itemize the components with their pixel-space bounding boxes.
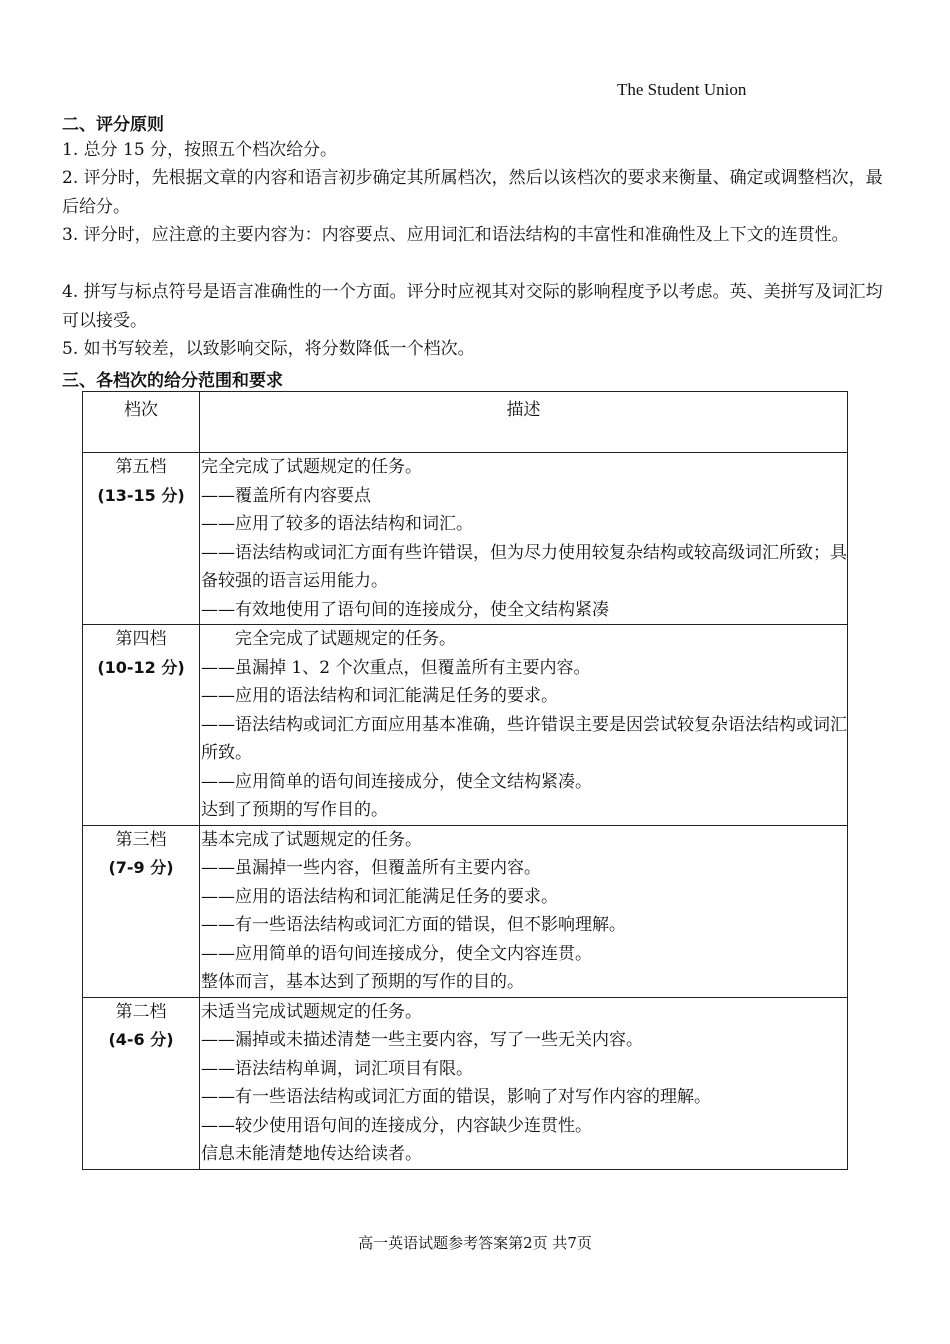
description-line: ——应用的语法结构和词汇能满足任务的要求。 xyxy=(201,886,558,907)
description-line: ——漏掉或未描述清楚一些主要内容，写了一些无关内容。 xyxy=(201,1030,643,1050)
description-line: ——较少使用语句间的连接成分，内容缺少连贯性。 xyxy=(201,1115,592,1136)
description-line: 达到了预期的写作目的。 xyxy=(201,800,388,820)
column-header-description: 描述 xyxy=(200,392,848,453)
principle-item-2: 2. 评分时，先根据文章的内容和语言初步确定其所属档次，然后以该档次的要求来衡量、确定或调整档次，最后给分。 xyxy=(62,168,883,217)
description-line: 完全完成了试题规定的任务。 xyxy=(201,457,422,477)
description-line: ——应用简单的语句间连接成分，使全文结构紧凑。 xyxy=(201,771,592,792)
principle-item-3: 3. 评分时，应注意的主要内容为：内容要点、应用词汇和语法结构的丰富性和准确性及上下文的连贯性。 xyxy=(62,225,849,245)
table-row xyxy=(83,625,848,826)
band-name: 第五档 xyxy=(115,457,167,477)
principle-item-5: 5. 如书写较差，以致影响交际，将分数降低一个档次。 xyxy=(62,339,475,359)
description-cell xyxy=(200,825,848,997)
table-row xyxy=(83,453,848,625)
rubric-table xyxy=(82,391,848,1170)
band-name: 第四档 xyxy=(115,629,167,649)
description-line: ——虽漏掉 1、2 个次重点，但覆盖所有主要内容。 xyxy=(201,657,591,678)
description-cell xyxy=(200,997,848,1169)
band-range: (10-12 分) xyxy=(97,657,185,677)
band-cell xyxy=(83,825,200,997)
description-line: ——应用简单的语句间连接成分，使全文内容连贯。 xyxy=(201,943,592,964)
description-line: 未适当完成试题规定的任务。 xyxy=(201,1001,422,1022)
description-line: ——有一些语法结构或词汇方面的错误，影响了对写作内容的理解。 xyxy=(201,1087,711,1107)
description-line: ——虽漏掉一些内容，但覆盖所有主要内容。 xyxy=(201,858,541,878)
description-line: ——有效地使用了语句间的连接成分，使全文结构紧凑 xyxy=(201,599,609,620)
description-line: 整体而言，基本达到了预期的写作的目的。 xyxy=(201,972,524,992)
band-range: (4-6 分) xyxy=(108,1030,174,1049)
band-range: (13-15 分) xyxy=(97,485,185,505)
description-line: ——覆盖所有内容要点 xyxy=(201,485,371,506)
principle-item-1: 1. 总分 15 分，按照五个档次给分。 xyxy=(62,140,338,160)
description-line: ——有一些语法结构或词汇方面的错误，但不影响理解。 xyxy=(201,915,626,935)
table-row xyxy=(83,825,848,997)
column-header-band: 档次 xyxy=(83,392,200,453)
description-line: 信息未能清楚地传达给读者。 xyxy=(201,1144,422,1164)
description-cell xyxy=(200,625,848,826)
section-title-bands: 三、各档次的给分范围和要求 xyxy=(62,371,283,391)
description-cell xyxy=(200,453,848,625)
band-cell xyxy=(83,997,200,1169)
page-footer: 高一英语试题参考答案第2页 共7页 xyxy=(358,1234,592,1252)
description-line: ——应用了较多的语法结构和词汇。 xyxy=(201,514,473,534)
section-title-scoring-principles: 二、评分原则 xyxy=(62,115,164,135)
description-line: ——语法结构单调，词汇项目有限。 xyxy=(201,1058,473,1079)
band-cell xyxy=(83,625,200,826)
description-line: ——语法结构或词汇方面有些许错误，但为尽力使用较复杂结构或较高级词汇所致；具备较强的语言运用能力。 xyxy=(201,542,847,591)
description-line: 完全完成了试题规定的任务。 xyxy=(201,629,456,649)
band-cell xyxy=(83,453,200,625)
description-line: 基本完成了试题规定的任务。 xyxy=(201,829,422,850)
description-line: ——应用的语法结构和词汇能满足任务的要求。 xyxy=(201,686,558,706)
table-row xyxy=(83,997,848,1169)
description-line: ——语法结构或词汇方面应用基本准确，些许错误主要是因尝试较复杂语法结构或词汇所致。 xyxy=(201,714,847,763)
band-name: 第二档 xyxy=(115,1001,167,1022)
table-header-row xyxy=(83,392,848,453)
band-name: 第三档 xyxy=(115,829,167,850)
principle-item-4: 4. 拼写与标点符号是语言准确性的一个方面。评分时应视其对交际的影响程度予以考虑。英、美拼写及词汇均可以接受。 xyxy=(62,282,883,331)
band-range: (7-9 分) xyxy=(108,858,174,877)
header-note: The Student Union xyxy=(617,80,747,99)
